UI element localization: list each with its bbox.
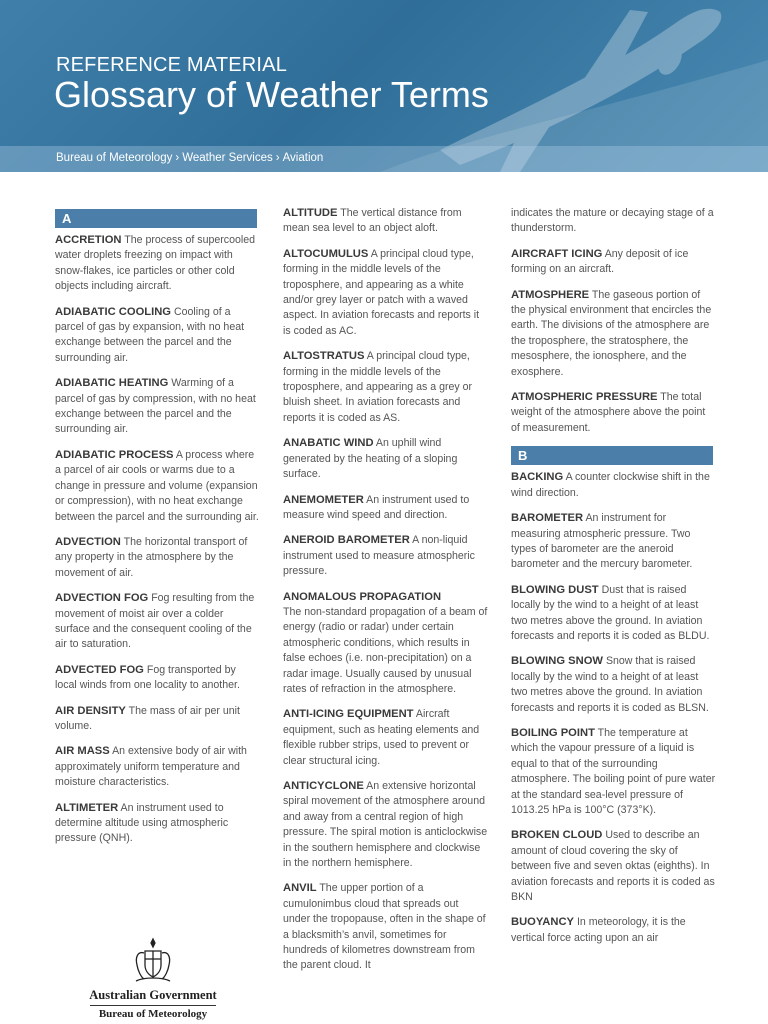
glossary-term: BOILING POINT (511, 726, 595, 739)
glossary-term: BAROMETER (511, 512, 584, 525)
logo-divider (90, 1005, 216, 1006)
glossary-term: AIR MASS (55, 745, 110, 758)
glossary-definition: In meteorology, it is the vertical force acting upon an air (511, 916, 686, 944)
glossary-entry (511, 470, 716, 501)
glossary-definition: The mass of air per unit volume. (55, 704, 240, 732)
glossary-definition: Snow that is raised locally by the wind to a height of at least two metres above the ground. In aviation forecasts and reports it is coded as BLSN. (511, 655, 709, 714)
glossary-entry (511, 206, 716, 237)
glossary-entry (283, 590, 488, 698)
glossary-term: BACKING (511, 471, 564, 484)
glossary-entry (283, 881, 488, 973)
glossary-term: ALTITUDE (283, 207, 338, 219)
government-logo (88, 935, 218, 1023)
glossary-entry (55, 535, 260, 581)
glossary-term: ACCRETION (55, 234, 122, 246)
page-title: Glossary of Weather Terms (54, 74, 489, 115)
glossary-definition: A process where a parcel of air cools or warms due to a change in pressure and volume (expansion or compression), with no heat exchange between the parcel and the surrounding air. (55, 448, 259, 523)
glossary-definition: The process of supercooled water droplets freezing on impact with snow-flakes, ice particles or other cold objects including aircraft. (55, 234, 256, 293)
glossary-column-1 (55, 206, 260, 857)
glossary-term: AIRCRAFT ICING (511, 247, 603, 260)
breadcrumb-bureau-of-meteorology[interactable]: Bureau of Meteorology (56, 152, 173, 164)
glossary-entry (283, 247, 488, 339)
glossary-term: ADVECTION FOG (55, 592, 149, 605)
glossary-term: ATMOSPHERE (511, 288, 590, 301)
glossary-term: BUOYANCY (511, 916, 574, 929)
breadcrumb-weather-services[interactable]: Weather Services (182, 152, 273, 164)
glossary-entry (55, 233, 260, 295)
glossary-entry (283, 436, 488, 482)
glossary-definition: The gaseous portion of the physical environment that encircles the earth. The divisions of the atmosphere are the troposphere, the stratosphere, the mesosphere, the ionosphere, and the exosphere. (511, 288, 712, 378)
glossary-column-3 (511, 206, 716, 956)
australian-government-label: Australian Government (89, 988, 217, 1002)
glossary-definition: Used to describe an amount of cloud covering the sky of between five and seven oktas (eighths). In aviation forecasts and reports it is coded as BKN (511, 829, 715, 904)
section-letter-heading: B (511, 446, 713, 465)
glossary-definition: A non-liquid instrument used to measure atmospheric pressure. (283, 534, 475, 578)
glossary-term: ANABATIC WIND (283, 437, 374, 450)
glossary-column-2 (283, 206, 488, 984)
glossary-definition: An instrument for measuring atmospheric pressure. Two types of barometer are the aneroid barometer and the mercury barometer. (511, 512, 693, 571)
breadcrumb-bar (0, 146, 768, 172)
glossary-definition: An extensive horizontal spiral movement of the atmosphere around and away from a central region of high pressure. The spiral motion is anticlockwise in the southern hemisphere and clockwise in the northern hemisphere. (283, 780, 488, 870)
glossary-term: ANOMALOUS PROPAGATION (283, 590, 442, 603)
glossary-entry (55, 744, 260, 790)
glossary-definition: The upper portion of a cumulonimbus cloud that spreads out under the tropopause, often in the shape of a blacksmith’s anvil, sometimes for hundreds of kilometres downstream from the parent cloud. It (283, 882, 486, 972)
glossary-definition: Fog transported by local winds from one locality to another. (55, 663, 240, 692)
breadcrumb-separator: › (175, 152, 180, 164)
glossary-term: ANEROID BAROMETER (283, 534, 410, 547)
glossary-definition: A principal cloud type, forming in the middle levels of the troposphere, and appearing as a grey or bluish sheet. In aviation forecasts and reports it is coded as AS. (283, 350, 473, 424)
glossary-term: ADIABATIC COOLING (55, 305, 172, 318)
glossary-entry (55, 801, 260, 847)
glossary-term: ANTI-ICING EQUIPMENT (283, 708, 414, 721)
glossary-entry (511, 288, 716, 380)
breadcrumb-separator: › (275, 152, 280, 164)
glossary-definition: An extensive body of air with approximately uniform temperature and moisture characteristics. (55, 745, 247, 789)
glossary-definition: An uphill wind generated by the heating of a sloping surface. (283, 437, 458, 481)
glossary-entry (55, 376, 260, 438)
glossary-definition: Dust that is raised locally by the wind to a height of at least two metres above the ground. In aviation forecasts and reports it is coded as BLDU. (511, 583, 710, 642)
glossary-definition: Cooling of a parcel of gas by expansion, with no heat exchange between the parcel and the surrounding air. (55, 305, 245, 364)
glossary-term: ALTOSTRATUS (283, 350, 365, 363)
coat-of-arms-icon (132, 935, 174, 985)
glossary-term: ATMOSPHERIC PRESSURE (511, 391, 658, 404)
glossary-entry (283, 533, 488, 579)
glossary-term: ANTICYCLONE (283, 780, 364, 792)
glossary-entry (55, 591, 260, 653)
glossary-definition: An instrument used to measure wind speed and direction. (283, 493, 470, 521)
glossary-entry (283, 707, 488, 769)
glossary-entry (55, 704, 260, 735)
glossary-entry (511, 583, 716, 645)
glossary-definition: Warming of a parcel of gas by compression, with no heat exchange between the parcel and the surrounding air. (55, 377, 256, 436)
glossary-entry (511, 726, 716, 818)
glossary-entry (55, 305, 260, 367)
glossary-entry (55, 448, 260, 525)
glossary-entry (283, 206, 488, 237)
glossary-definition: indicates the mature or decaying stage of a thunderstorm. (511, 207, 714, 235)
glossary-term: BROKEN CLOUD (511, 829, 603, 842)
glossary-term: AIR DENSITY (55, 704, 126, 717)
glossary-term: ADIABATIC HEATING (55, 377, 169, 390)
glossary-entry (511, 390, 716, 436)
glossary-definition: The temperature at which the vapour pressure of a liquid is equal to that of the surrounding atmosphere. The boiling point of pure water at the standard sea-level pressure of 1013.25 hPa is 100°C (373°K). (511, 726, 716, 816)
glossary-definition: The non-standard propagation of a beam of energy (radio or radar) under certain atmospheric conditions, which results in false echoes (i.e. non-precipitation) on a radar image. Usually caused by unusual rates of refraction in the atmosphere. (283, 605, 488, 695)
glossary-definition: A principal cloud type, forming in the middle levels of the troposphere, and appearing as a white and/or grey layer or patch with a waved aspect. In aviation forecasts and reports it is coded as AC. (283, 247, 480, 337)
glossary-definition: An instrument used to determine altitude using atmospheric pressure (QNH). (55, 801, 229, 845)
section-letter-heading: A (55, 209, 257, 228)
glossary-term: BLOWING DUST (511, 583, 599, 596)
document-eyebrow: REFERENCE MATERIAL (56, 54, 288, 76)
bureau-of-meteorology-label: Bureau of Meteorology (98, 1008, 208, 1020)
glossary-definition: Fog resulting from the movement of moist air over a colder surface and the consequent cooling of the air to saturation. (55, 592, 255, 651)
glossary-term: ADVECTION (55, 535, 121, 548)
glossary-definition: Any deposit of ice forming on an aircraft. (511, 247, 689, 276)
glossary-term: ADVECTED FOG (55, 663, 144, 676)
glossary-term: ANVIL (283, 882, 317, 895)
glossary-term: ALTOCUMULUS (283, 247, 369, 260)
glossary-definition: A counter clockwise shift in the wind direction. (511, 471, 710, 499)
glossary-term: ALTIMETER (55, 801, 119, 814)
glossary-entry (511, 828, 716, 905)
glossary-definition: Aircraft equipment, such as heating elements and flexible rubber strips, used to prevent or clear structural icing. (283, 708, 480, 767)
glossary-entry (283, 779, 488, 871)
glossary-entry (283, 349, 488, 426)
breadcrumb-aviation[interactable]: Aviation (282, 152, 324, 164)
glossary-definition: The vertical distance from mean sea level to an object aloft. (283, 207, 462, 235)
glossary-definition: The total weight of the atmosphere above the point of measurement. (511, 391, 706, 434)
breadcrumb (56, 152, 323, 164)
glossary-term: ANEMOMETER (283, 493, 364, 506)
glossary-definition: The horizontal transport of any property in the atmosphere by the movement of air. (55, 535, 248, 579)
glossary-entry (511, 915, 716, 946)
glossary-entry (511, 654, 716, 716)
glossary-entry (283, 493, 488, 524)
glossary-term: BLOWING SNOW (511, 655, 603, 668)
glossary-entry (511, 511, 716, 573)
glossary-term: ADIABATIC PROCESS (55, 448, 174, 461)
glossary-entry (511, 247, 716, 278)
glossary-entry (55, 663, 260, 694)
